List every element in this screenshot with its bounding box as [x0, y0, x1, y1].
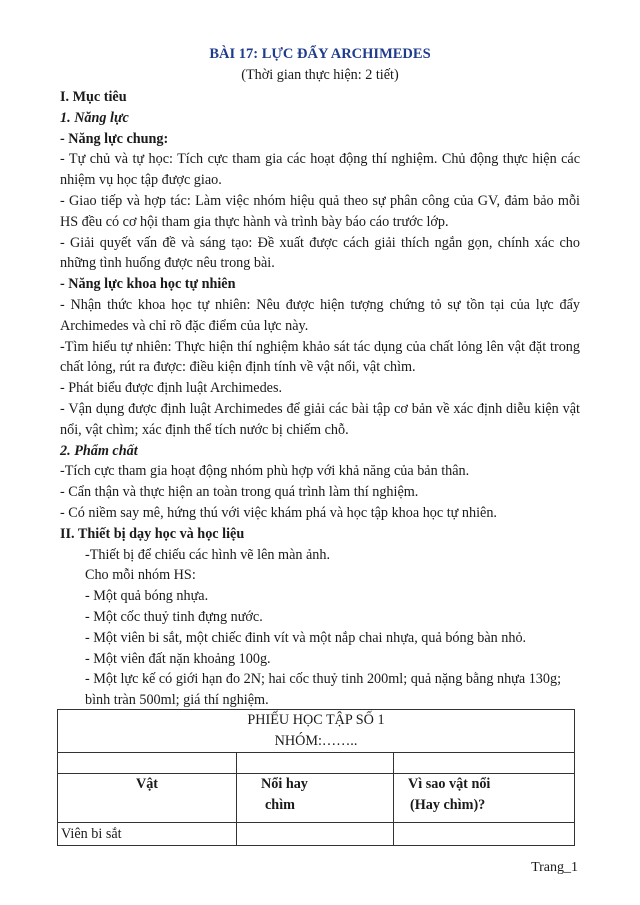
competence-heading: 1. Năng lực [60, 109, 129, 126]
quality-item: - Có niềm say mê, hứng thú với việc khám phá và học tập khoa học tự nhiên. [60, 504, 497, 521]
lesson-duration: (Thời gian thực hiện: 2 tiết) [241, 67, 399, 83]
table-cell [237, 823, 394, 846]
worksheet-table [57, 709, 575, 846]
worksheet-header [58, 710, 575, 753]
equipment-item: Cho mỗi nhóm HS: [85, 567, 196, 584]
column-header-object: Vật [58, 774, 237, 823]
document-body [60, 87, 580, 711]
page-number: Trang_1 [531, 860, 578, 875]
equipment-item: - Một viên bi sắt, một chiếc đinh vít và một nắp chai nhựa, quả bóng bàn nhỏ. [85, 629, 527, 646]
table-cell-object: Viên bi sắt [58, 823, 237, 846]
science-competence-heading: - Năng lực khoa học tự nhiên [60, 276, 236, 293]
general-competence-item: - Tự chủ và tự học: Tích cực tham gia các hoạt động thí nghiệm. Chủ động thực hiện các nhiệm vụ học tập được giao. [60, 151, 580, 189]
equipment-item: - Một viên đất nặn khoảng 100g. [85, 650, 271, 667]
table-row [58, 823, 575, 846]
table-cell [237, 753, 394, 774]
lesson-title: BÀI 17: LỰC ĐẨY ARCHIMEDES [209, 46, 431, 62]
science-competence-item: - Nhận thức khoa học tự nhiên: Nêu được hiện tượng chứng tỏ sự tồn tại của lực đẩy Archimedes và chỉ rõ đặc điểm của lực này. [60, 296, 580, 334]
table-cell [58, 753, 237, 774]
table-cell [394, 753, 575, 774]
table-row [58, 753, 575, 774]
general-competence-heading: - Năng lực chung: [60, 130, 169, 147]
column-header-float-sink: Nổi hay chìm [237, 774, 394, 823]
quality-item: - Cẩn thận và thực hiện an toàn trong quá trình làm thí nghiệm. [60, 484, 419, 501]
table-cell [394, 823, 575, 846]
equipment-item: - Một quả bóng nhựa. [85, 588, 209, 605]
equipment-item: -Thiết bị để chiếu các hình vẽ lên màn ảnh. [85, 546, 331, 563]
science-competence-item: -Tìm hiểu tự nhiên: Thực hiện thí nghiệm khảo sát tác dụng của chất lỏng lên vật đặt trong chất lỏng, rút ra được: điều kiện định tính về vật nổi, vật chìm. [60, 338, 580, 376]
general-competence-item: - Giải quyết vấn đề và sáng tạo: Đề xuất được cách giải thích ngắn gọn, chính xác cho những tình huống được nêu trong bài. [60, 234, 580, 272]
worksheet-group: NHÓM:…….. [274, 733, 358, 749]
table-header-row [58, 774, 575, 823]
general-competence-item: - Giao tiếp và hợp tác: Làm việc nhóm hiệu quả theo sự phân công của GV, đảm bảo mỗi HS đều có cơ hội tham gia thực hành và trình bày báo cáo trước lớp. [60, 192, 580, 230]
qualities-heading: 2. Phẩm chất [60, 442, 138, 459]
column-header-reason: Vì sao vật nổi (Hay chìm)? [394, 774, 575, 823]
science-competence-item: - Vận dụng được định luật Archimedes để giải các bài tập cơ bản về xác định diễu kiện vật nổi, vật chìm; xác định thể tích nước bị chiếm chỗ. [60, 400, 580, 438]
equipment-item: - Một lực kế có giới hạn đo 2N; hai cốc thuỷ tinh 200ml; quả nặng bằng nhựa 130g; bình tràn 500ml; giá thí nghiệm. [85, 671, 562, 709]
quality-item: -Tích cực tham gia hoạt động nhóm phù hợp với khả năng của bản thân. [60, 463, 470, 480]
worksheet-title: PHIẾU HỌC TẬP SỐ 1 [247, 712, 385, 728]
science-competence-item: - Phát biểu được định luật Archimedes. [60, 380, 283, 397]
equipment-heading: II. Thiết bị dạy học và học liệu [60, 525, 245, 542]
section-objectives-heading: I. Mục tiêu [60, 89, 127, 105]
equipment-item: - Một cốc thuỷ tinh đựng nước. [85, 608, 263, 625]
